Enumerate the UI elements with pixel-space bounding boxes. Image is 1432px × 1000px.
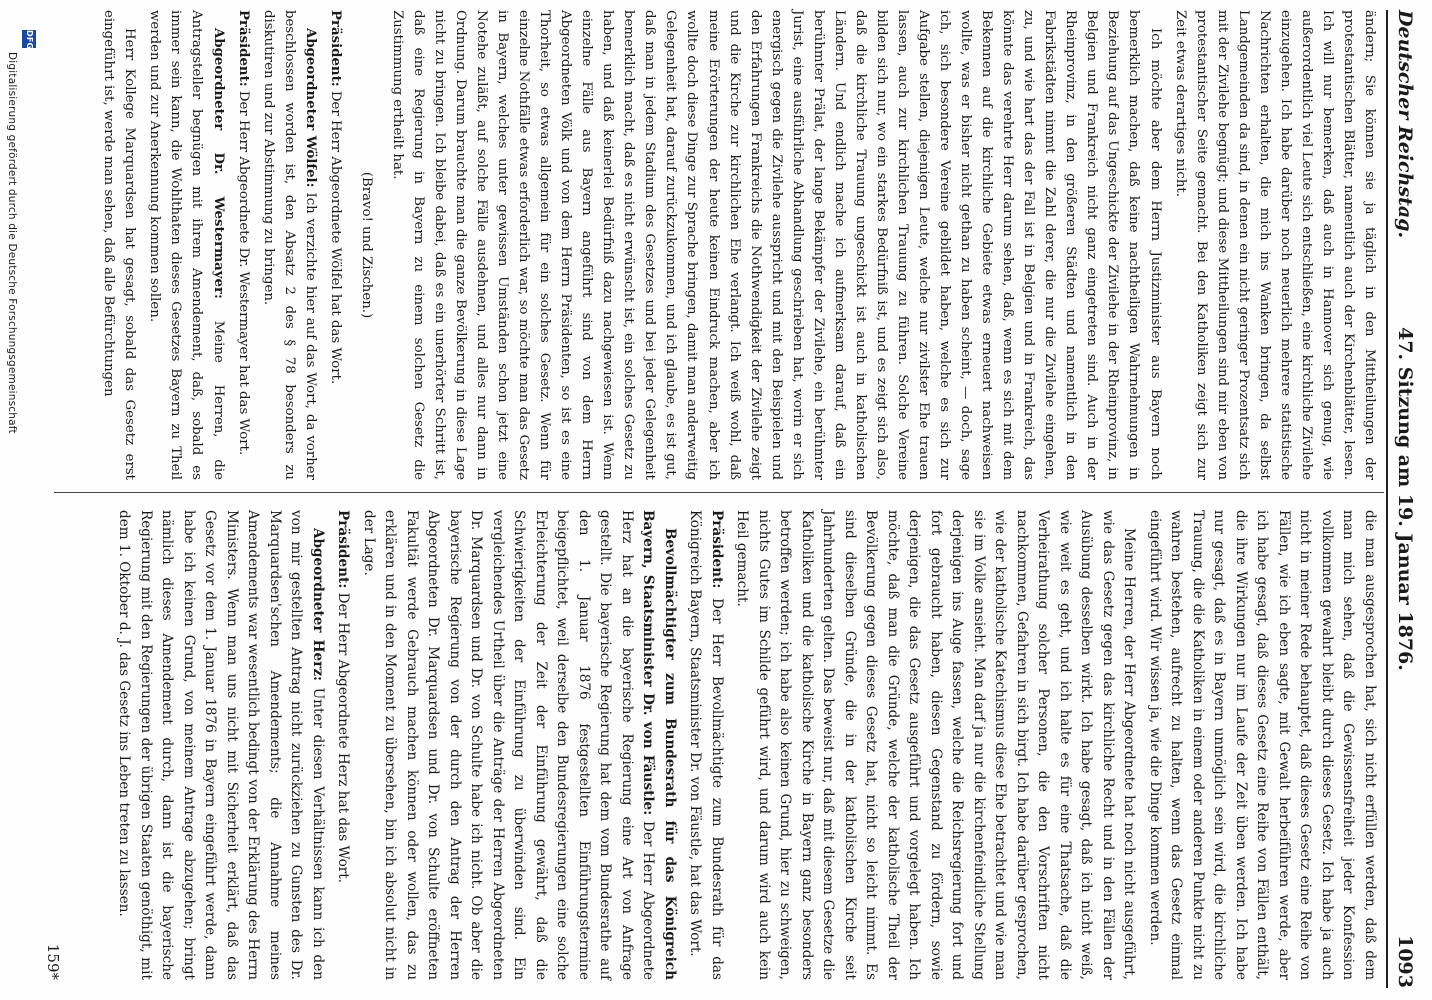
- paragraph-text: Unter diesen Verhältnissen kann ich den von mir gestellten Antrag nicht zurückziehen zu Gunsten des Dr. Marquardsen'schen Amendements; die Annahme meines Amendements war wesentlich bedingt von der Erklärung des Herrn Ministers. Wenn man uns nicht mit Sicherheit erklärt, daß das Gesetz vor dem 1. Januar 1876 in Bayern eingeführt werde, dann habe ich keinen Grund, von meinem Antrage abzugehen; bringt nämlich dieses Amendement durch, dann ist die bayerische Regierung mit den Regierungen der übrigen Staaten genöthigt, mit dem 1. Oktober d. J. das Gesetz ins Leben treten zu lassen.: [116, 510, 326, 981]
- paragraph: [1144, 510, 1381, 980]
- paragraph-text: ändern; Sie können sie ja täglich in den Mittheilungen der protestantischen Blätter, namentlich auch der Kirchenblätter, lesen. Ich will nur bemerken, daß auch in Hannover sich genug, wie außerordentlich viel Leute sich entschließen, eine kirchliche Zivilehe einzugehen. Ich habe darüber noch neuerlich mehrere statistische Nachrichten erhalten, die mich ins Wanken bringen, da selbst Landgemeinden da sind, in denen ein nicht geringer Prozentsatz sich mit der Zivilehe begnügt; und diese Mittheilungen sind mir eben von protestantischer Seite gemacht. Bei den Katholiken zeigt sich zur Zeit etwas derartiges nicht.: [1172, 10, 1377, 480]
- paragraph: [144, 10, 228, 480]
- paragraph-text: Meine Herren, die Antragsteller begnügen mit ihrem Amendement, daß, sobald es immer sein kann, die Wohlthaten dieses Gesetzes Bayern zu Theil werden und zur Anerkennung kommen sollen.: [147, 10, 226, 480]
- paragraph-text: Ich möchte aber dem Herrn Justizminister aus Bayern noch bemerklich machen, daß keine nachtheiligen Wahrnehmungen in Beziehung auf das Ungeschickte der Zivilehe in der Rheinprovinz, in Belgien und Frankreich nicht ganz eingetreten sind. Auch in der Rheinprovinz, in den größeren Städten und namentlich in den Fabrikstädten nimmt die Zahl derer, die nur die Zivilehe eingehen, zu, und wie hart das der Fall ist in Belgien und in Frankreich, das könnte das verehrte Herr darum sehen, daß, wenn es sich mit dem Bekennen auf die kirchliche Gebiete etwas erneuert nachweisen wollte, was er bisher nicht gethan zu haben scheint, — doch, sage ich, sich besondere Vereine gebildet haben, welche es sich zur Aufgabe stellen, diejenigen Leute, welche nur zivilster Ehe trauen lassen, auch zur kirchlichen Trauung zu führen. Solche Vereine bilden sich nur, wo ein starkes Bedürfniß ist, und es zeigt sich also, daß die kirchliche Trauung ungeschickt ist auch in katholischen Ländern. Und endlich mache ich aufmerksam darauf, daß ein berühmter Prälat, der lange Bekämpfer der Zivilehe, ein berühmter Jurist, eine ausführliche Abhandlung geschrieben hat, worin er sich energisch gegen die Zivilehe ausspricht und mit den Beispielen und den Erfahrungen Frankreichs die Nothwendigkeit der Zivilehe zeigt und die Kirche zur kirchlichen Ehe verlangt. Ich weiß wohl, daß meine Erörterungen der heute keinen Eindruck machen, aber ich wollte doch diese Dinge zur Sprache bringen, damit man anderweitig Gelegenheit hat, darauf zurückzukommen, und ich glaube, es ist gut, daß man in jedem Stadium des Gesetzes und bei jeder Gelegenheit bemerklich macht, daß es nicht erwünscht ist, ein solches Gesetz zu haben, und daß keinerlei Bedürfniß dazu nachgewiesen ist. Wenn einzelne Fälle aus Bayern angeführt sind von dem Herrn Abgeordneten Völk und von dem Herrn Präsidenten, so ist es eine Thorheit, so etwas allgemein für ein solches Gesetz. Wenn für einzelne Nothfälle etwas erforderlich war, so möchte man das Gesetz in Bayern, welches unter gewissen Umständen schon jetzt eine Notehe zuläßt, auf solche Fälle ausdehnen, und alles nur dann in Ordnung. Darum brauchte man die ganze Bevölkerung in diese Lage nicht zu bringen. Ich bleibe dabei, daß es ein unerhörter Schritt ist, daß eine Regierung in Bayern zu einem solchen Gesetz die Zustimmung ertheilt hat.: [389, 10, 1163, 481]
- paragraph: [356, 10, 377, 480]
- digitization-note: Digitalisierung gefördert durch die Deutsche Forschungsgemeinschaft: [6, 52, 18, 434]
- speaker-name: Abgeordneter Herz:: [310, 528, 326, 682]
- paragraph: [1170, 10, 1380, 480]
- signature-mark: 159*: [44, 943, 62, 980]
- paragraph: [325, 10, 346, 480]
- right-column: [109, 510, 1380, 980]
- paragraph-text: Der Herr Abgeordnete Wölfel hat das Wort.: [327, 90, 343, 385]
- paragraph: [358, 510, 681, 980]
- speaker-name: Präsident:: [709, 510, 725, 589]
- paragraph-text: (Bravo! und Zischen.): [358, 171, 374, 319]
- paragraph-text: Meine Herren, der Herr Abgeordnete hat noch nicht ausgeführt, wie das Gesetz gegen das kirchliche Recht und in den Fällen der Ausübung desselben wirkt. Ich habe gesagt, daß ich nicht weiß, wie weit es geht, und ich halte es für eine Thatsache, daß die Verheirathung solcher Personen, die den Vorschriften nicht nachkommen, Gefahren in sich birgt. Ich habe darüber gesprochen, wie der katholische Katechismus diese Ehe betrachtet und wie man sie im Volke ansieht. Man darf ja nur die kirchenfeindliche Stellung derjenigen ins Auge fassen, welche die Reichsregierung fort und fort gebraucht haben, diesen Gegenstand zu fördern, sowie derjenigen, die das Gesetz ausgeführt und vorgelegt haben. Ich möchte, daß man die Gründe, welche der katholische Theil der Bevölkerung gegen dieses Gesetz hat, nicht so leicht nimmt. Es sind dieselben Gründe, die in der katholischen Kirche seit Jahrhunderten gelten. Das beweist nur, daß mit diesem Gesetze die Katholiken und die katholische Kirche in Bayern ganz besonders betroffen werden; ich habe also keinen Grund, hier zu schweigen, nichts Gutes im Schilde geführt wird, und darum wird auch kein Heil gemacht.: [734, 510, 1138, 980]
- paragraph-text: Der Herr Abgeordnete Herz hat an die bayerische Regierung eine Art von Anfrage gestellt. Die bayerische Regierung hat dem vom Bundesrathe auf den 1. Januar 1876 festgestellten Einführungstermine beigepflichtet, weil derselbe den Bundesregierungen eine solche Erleichterung der Zeit der Einführung gewährt, daß die Schwierigkeiten der Einführung zu überwinden sind. Ein vergleichendes Urtheil über die Anträge der Herren Abgeordneten Dr. Marquardsen und Dr. von Schulte habe ich nicht. Ob aber die bayerische Regierung von der durch den Antrag der Herren Abgeordneten Dr. Marquardsen und Dr. von Schulte eröffneten Fakultät werde Gebrauch machen können oder wollen, das zu erklären und in den Moment zu übersehen, bin ich absolut nicht in der Lage.: [361, 510, 657, 980]
- page-header: [1392, 10, 1418, 988]
- left-column: [94, 10, 1380, 480]
- speaker-name: Abgeordneter Wölfel:: [302, 28, 318, 188]
- paragraph-text: Der Herr Abgeordnete Dr. Westermayer hat das Wort.: [235, 90, 251, 456]
- session-date: 47. Sitzung am 19. Januar 1876.: [1394, 327, 1416, 671]
- paragraph: [98, 10, 140, 480]
- paragraph: [113, 510, 328, 980]
- paragraph-text: Der Herr Bevollmächtigte zum Bundesrath für das Königreich Bayern, Staatsminister Dr. von Fäustle, hat das Wort.: [687, 510, 725, 980]
- column-divider: [54, 492, 1384, 493]
- digitization-footer: [6, 28, 34, 978]
- dfg-logo-icon: DFG: [22, 30, 36, 48]
- paragraph: [731, 510, 1140, 980]
- speaker-name: Präsident:: [335, 510, 352, 589]
- paragraph: [684, 510, 727, 980]
- speaker-name: Abgeordneter Dr. Westermayer:: [210, 28, 226, 299]
- publication-title: Deutscher Reichstag.: [1394, 10, 1416, 239]
- paragraph-text: Ich verzichte hier auf das Wort, da vorher beschlossen worden ist, den Absatz 2 des § 78 besonders zu diskutiren und zur Abstimmung zu bringen.: [260, 10, 318, 480]
- paragraph: [387, 10, 1166, 480]
- speaker-name: Bevollmächtigter zum Bundesrath für das Königreich Bayern, Staatsminister Dr. von Fäustle:: [640, 510, 678, 980]
- paragraph: [258, 10, 321, 480]
- header-rule: [1386, 10, 1388, 988]
- speaker-name: Präsident:: [327, 10, 343, 87]
- paragraph-text: Der Herr Abgeordnete Herz hat das Wort.: [335, 592, 352, 884]
- paragraph-text: die man ausgesprochen hat, sich nicht erfüllen werden, daß dem man mich sehen, daß die Gewissensfreiheit jeder Konfession vollkommen gewahrt bleibt durch dieses Gesetz. Ich habe ja auch nicht in meiner Rede behauptet, daß dieses Gesetz eine Reihe von Fällen, wie ich eben sagte, mit Gewalt herbeiführen werde, aber ich habe gesagt, daß dieses Gesetz eine Reihe von Fällen enthält, die ihre Wirkungen nur im Laufe der Zeit üben werden. Ich habe nur gesagt, daß es in Bayern unmöglich sein wird, die kirchliche Trauung, die die Katholiken in einem oder anderen Punkte nicht zu wahren bestehen, aufrecht zu halten, wenn das Gesetz einmal eingeführt wird. Wir wissen ja, wie die Dinge kommen werden.: [1147, 510, 1378, 980]
- paragraph-text: Herr Kollege Marquardsen hat gesagt, sobald das Gesetz erst eingeführt ist, werde man sehen, daß alle Befürchtungen: [101, 10, 138, 480]
- paragraph: [233, 10, 254, 480]
- paragraph: [332, 510, 354, 980]
- speaker-name: Präsident:: [235, 10, 251, 87]
- page-number: 1093: [1394, 935, 1416, 988]
